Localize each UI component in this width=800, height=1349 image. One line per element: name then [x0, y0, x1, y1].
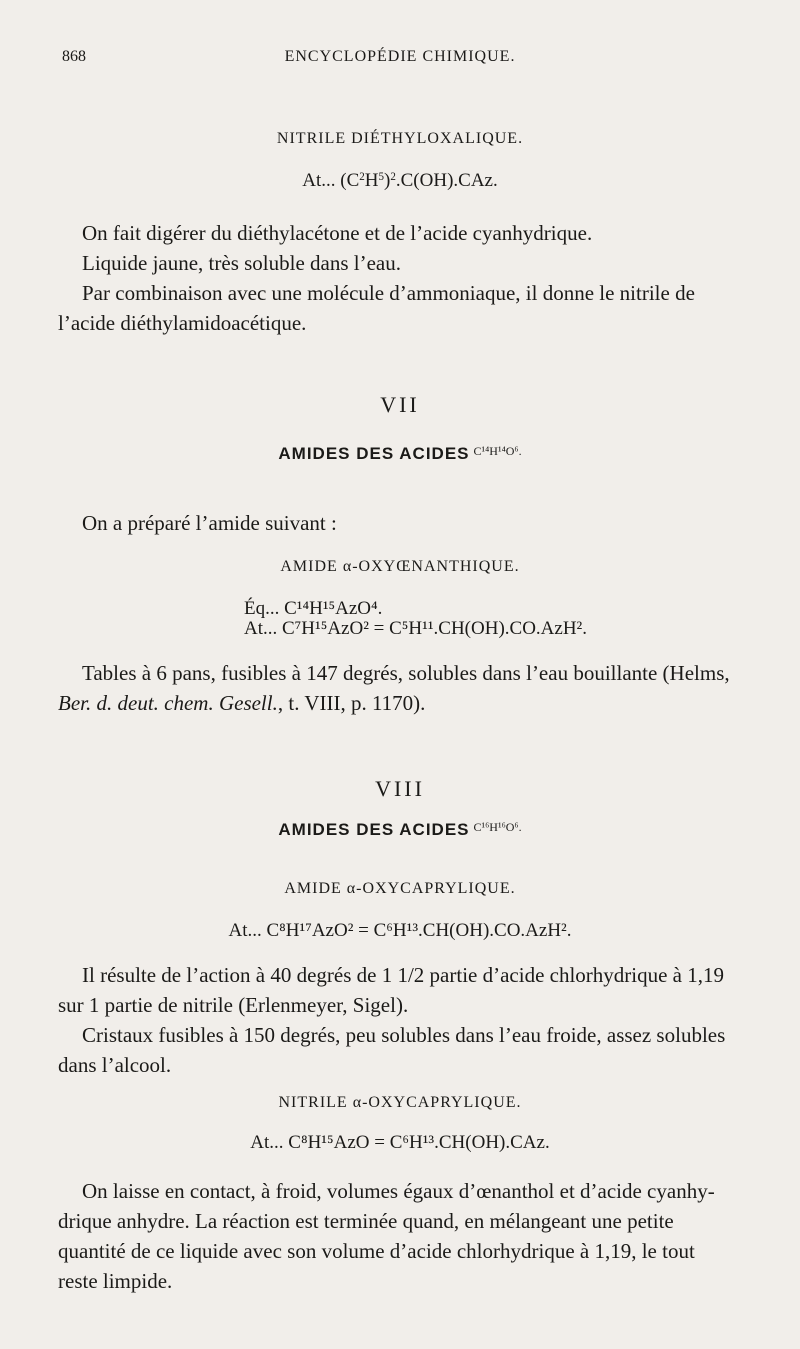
paragraph-oxycaprylique [58, 960, 768, 1080]
formula-diethyloxalique: At... $(C^2H^5)^2.C(OH).CAz$. [302, 170, 498, 191]
citation-journal: Ber. d. deut. chem. Gesell. [58, 691, 278, 715]
section-number-viii: VIII [375, 776, 425, 801]
text-line: Tables à 6 pans, fusibles à 147 degrés, solubles dans l’eau bouillante (Helms, [82, 661, 730, 685]
subtitle-amide-oxyoenanthique: AMIDE α-OXYŒNANTHIQUE. [280, 558, 520, 575]
text-line: Par combinaison avec une molécule d’ammoniaque, il donne le nitrile de [82, 281, 695, 305]
text-line: Il résulte de l’action à 40 degrés de 1 1/2 partie d’acide chlorhydrique à 1,19 [82, 963, 725, 987]
text-line: drique anhydre. La réaction est terminée quand, en mélangeant une petite [58, 1209, 674, 1233]
paragraph-tables [58, 658, 768, 718]
formula-amide-oxycaprylique: At... C⁸H¹⁷AzO² = C⁶H¹³.CH(OH).CO.AzH². [228, 920, 572, 941]
text-line: reste limpide. [58, 1269, 173, 1293]
text-line: sur 1 partie de nitrile (Erlenmeyer, Sigel). [58, 993, 409, 1017]
text-line: dans l’alcool. [58, 1053, 172, 1077]
text-line: On laisse en contact, à froid, volumes égaux d’œnanthol et d’acide cyanhy- [82, 1179, 715, 1203]
text-line: Ber. d. deut. chem. Gesell., t. VIII, p. 1170). [58, 691, 426, 715]
formula-equivalent: Éq... C¹⁴H¹⁵AzO⁴. [244, 598, 383, 619]
text-line: On fait digérer du diéthylacétone et de l’acide cyanhydrique. [82, 221, 593, 245]
running-title: ENCYCLOPÉDIE CHIMIQUE. [284, 48, 516, 65]
page-number: 868 [62, 48, 86, 65]
paragraph-intro-amide [58, 508, 768, 538]
section-number-vii: VII [380, 392, 420, 417]
formula-atomic: At... C⁷H¹⁵AzO² = C⁵H¹¹.CH(OH).CO.AzH². [244, 618, 587, 639]
paragraph-diethyloxalique [58, 218, 768, 338]
text-line: On a préparé l’amide suivant : [82, 511, 337, 535]
subtitle-amide-oxycaprylique: AMIDE α-OXYCAPRYLIQUE. [284, 880, 516, 897]
text-line: l’acide diéthylamidoacétique. [58, 311, 307, 335]
section-heading-viii: AMIDES DES ACIDES $^{C^{16}H^{16}O^6.}$ [278, 820, 522, 839]
section-title-nitrile-diethyloxalique: NITRILE DIÉTHYLOXALIQUE. [276, 130, 524, 147]
paragraph-nitrile-oxycaprylique [58, 1176, 768, 1296]
section-heading-vii: AMIDES DES ACIDES $^{C^{14}H^{14}O^6.}$ [278, 444, 522, 463]
text-line: Cristaux fusibles à 150 degrés, peu solubles dans l’eau froide, assez solubles [82, 1023, 726, 1047]
formula-nitrile-oxycaprylique: At... C⁸H¹⁵AzO = C⁶H¹³.CH(OH).CAz. [250, 1132, 550, 1153]
subtitle-nitrile-oxycaprylique: NITRILE α-OXYCAPRYLIQUE. [278, 1094, 522, 1111]
text-line: Liquide jaune, très soluble dans l’eau. [82, 251, 401, 275]
text-line: quantité de ce liquide avec son volume d’acide chlorhydrique à 1,19, le tout [58, 1239, 695, 1263]
